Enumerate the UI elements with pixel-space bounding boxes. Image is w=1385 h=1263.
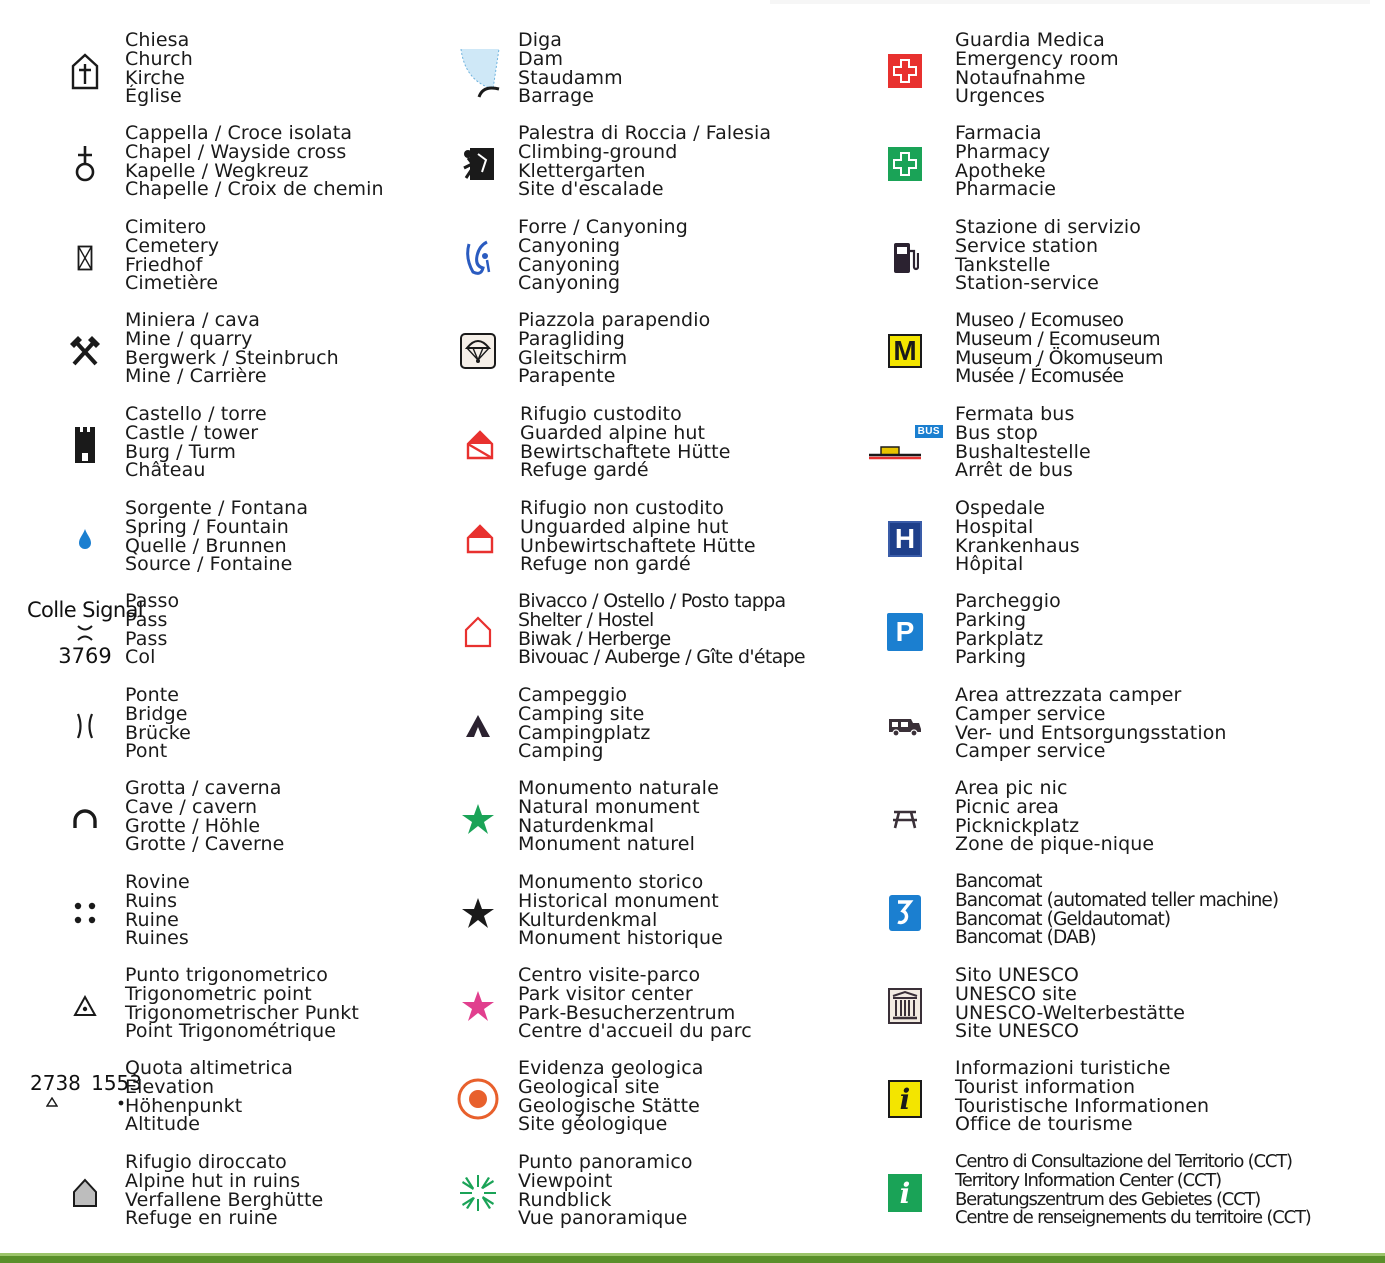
label-fr: Arrêt de bus xyxy=(955,459,1074,482)
label-fr: Vue panoramique xyxy=(518,1207,688,1230)
label-en: Elevation xyxy=(125,1075,215,1098)
label-fr: Bivouac / Auberge / Gîte d'étape xyxy=(518,646,805,669)
mine-hammers-icon xyxy=(45,311,125,391)
label-en: Climbing-ground xyxy=(518,140,678,163)
label-it: Area attrezzata camper xyxy=(955,684,1182,706)
label-de: Klettergarten xyxy=(518,159,646,182)
water-drop-icon xyxy=(45,499,125,579)
parking-icon xyxy=(865,592,945,672)
label-fr: Zone de pique-nique xyxy=(955,833,1155,856)
label-de: Ruine xyxy=(125,908,179,931)
museum-icon xyxy=(865,311,945,391)
label-de: Quelle / Brunnen xyxy=(125,534,287,557)
bus-stop-icon xyxy=(865,405,945,485)
label-de: Trigonometrischer Punkt xyxy=(125,1001,359,1024)
label-it: Quota altimetrica xyxy=(125,1057,293,1079)
hospital-badge: H xyxy=(888,521,922,557)
label-it: Punto trigonometrico xyxy=(125,964,329,986)
label-en: Bancomat (automated teller machine) xyxy=(955,889,1279,911)
bottom-green-band xyxy=(0,1256,1385,1263)
label-de: Krankenhaus xyxy=(955,534,1080,557)
label-en: Guarded alpine hut xyxy=(520,421,706,444)
viewpoint-icon xyxy=(438,1153,518,1233)
label-fr: Pont xyxy=(125,740,168,763)
label-it: Area pic nic xyxy=(955,777,1068,799)
label-fr: Site géologique xyxy=(518,1113,668,1136)
label-de: Campingplatz xyxy=(518,721,651,744)
label-it: Cappella / Croce isolata xyxy=(125,122,353,144)
label-en: Picnic area xyxy=(955,795,1060,818)
camper-icon xyxy=(865,686,945,766)
label-fr: Site UNESCO xyxy=(955,1020,1080,1043)
church-icon xyxy=(45,31,125,111)
label-fr: Parapente xyxy=(518,365,616,388)
label-it: Passo xyxy=(125,590,180,612)
label-fr: Barrage xyxy=(518,85,595,108)
label-en: Mine / quarry xyxy=(125,327,253,350)
label-fr: Bancomat (DAB) xyxy=(955,927,1096,949)
label-fr: Ruines xyxy=(125,927,189,950)
label-de: Canyoning xyxy=(518,253,621,276)
magenta-star-icon xyxy=(438,966,518,1046)
label-de: Brücke xyxy=(125,721,191,744)
label-en: Museum / Ecomuseum xyxy=(955,327,1161,350)
elevation-value-a: 2738 xyxy=(30,1071,81,1095)
label-en: Cave / cavern xyxy=(125,795,258,818)
label-de: Ver- und Entsorgungsstation xyxy=(955,721,1227,744)
label-it: Campeggio xyxy=(518,684,628,706)
label-en: UNESCO site xyxy=(955,982,1077,1005)
label-it: Centro visite-parco xyxy=(518,964,701,986)
label-fr: Refuge en ruine xyxy=(125,1207,278,1230)
label-de: Verfallene Berghütte xyxy=(125,1188,324,1211)
label-de: Kirche xyxy=(125,66,185,89)
label-it: Centro di Consultazione del Territorio (CCT) xyxy=(955,1151,1292,1172)
label-it: Forre / Canyoning xyxy=(518,216,688,238)
label-de: Bergwerk / Steinbruch xyxy=(125,346,339,369)
label-fr: Centre de renseignements du territoire (CCT) xyxy=(955,1207,1311,1229)
label-en: Paragliding xyxy=(518,327,625,350)
label-fr: Musée / Écomusée xyxy=(955,365,1124,388)
hospital-icon xyxy=(865,499,945,579)
cave-icon xyxy=(45,779,125,859)
label-it: Ospedale xyxy=(955,497,1046,519)
label-en: Territory Information Center (CCT) xyxy=(955,1169,1221,1191)
tent-icon xyxy=(438,686,518,766)
label-fr: Grotte / Caverne xyxy=(125,833,285,856)
label-fr: Mine / Carrière xyxy=(125,365,267,388)
dam-icon xyxy=(438,31,518,111)
label-fr: Château xyxy=(125,459,206,482)
label-it: Monumento storico xyxy=(518,871,704,893)
label-de: Tankstelle xyxy=(955,253,1051,276)
label-fr: Hôpital xyxy=(955,553,1024,576)
label-it: Guardia Medica xyxy=(955,29,1105,51)
label-en: Camping site xyxy=(518,702,645,725)
label-it: Bancomat xyxy=(955,871,1042,892)
label-it: Monumento naturale xyxy=(518,777,719,799)
guarded-hut-icon xyxy=(440,405,520,485)
label-it: Sorgente / Fontana xyxy=(125,497,309,519)
label-de: Bushaltestelle xyxy=(955,440,1091,463)
label-de: Parkplatz xyxy=(955,627,1044,650)
museum-badge: M xyxy=(888,334,922,368)
label-de: Staudamm xyxy=(518,66,623,89)
label-fr: Site d'escalade xyxy=(518,178,664,201)
label-fr: Col xyxy=(125,646,156,669)
label-en: Historical monument xyxy=(518,889,719,912)
label-en: Chapel / Wayside cross xyxy=(125,140,347,163)
label-en: Park visitor center xyxy=(518,982,693,1005)
label-en: Unguarded alpine hut xyxy=(520,515,729,538)
label-en: Natural monument xyxy=(518,795,700,818)
label-fr: Station-service xyxy=(955,272,1099,295)
territory-info-icon xyxy=(865,1153,945,1233)
fuel-pump-icon xyxy=(865,218,945,298)
label-fr: Point Trigonométrique xyxy=(125,1020,337,1043)
label-en: Alpine hut in ruins xyxy=(125,1169,301,1192)
label-de: Gleitschirm xyxy=(518,346,628,369)
label-it: Grotta / caverna xyxy=(125,777,282,799)
label-fr: Source / Fontaine xyxy=(125,553,293,576)
info-badge: i xyxy=(888,1080,922,1118)
bus-badge: BUS xyxy=(915,425,943,438)
label-fr: Altitude xyxy=(125,1113,201,1136)
green-star-icon xyxy=(438,779,518,859)
label-it: Chiesa xyxy=(125,29,190,51)
label-en: Pharmacy xyxy=(955,140,1051,163)
territory-info-badge: i xyxy=(888,1174,922,1212)
label-fr: Refuge gardé xyxy=(520,459,649,482)
label-en: Pass xyxy=(125,608,168,631)
label-it: Rifugio non custodito xyxy=(520,497,724,519)
label-en: Cemetery xyxy=(125,234,220,257)
label-de: Touristische Informationen xyxy=(955,1094,1210,1117)
paragliding-icon xyxy=(438,311,518,391)
label-de: Beratungszentrum des Gebietes (CCT) xyxy=(955,1188,1261,1210)
tourist-info-icon xyxy=(865,1059,945,1139)
label-it: Piazzola parapendio xyxy=(518,309,711,331)
label-fr: Cimetière xyxy=(125,272,219,295)
label-en: Emergency room xyxy=(955,47,1119,70)
label-it: Stazione di servizio xyxy=(955,216,1141,238)
label-de: Unbewirtschaftete Hütte xyxy=(520,534,756,557)
label-fr: Camper service xyxy=(955,740,1106,763)
label-it: Diga xyxy=(518,29,563,51)
label-fr: Canyoning xyxy=(518,272,621,295)
label-de: Friedhof xyxy=(125,253,203,276)
label-en: Bridge xyxy=(125,702,188,725)
label-en: Spring / Fountain xyxy=(125,515,289,538)
label-it: Punto panoramico xyxy=(518,1151,693,1173)
label-de: Rundblick xyxy=(518,1188,612,1211)
label-en: Castle / tower xyxy=(125,421,259,444)
label-it: Sito UNESCO xyxy=(955,964,1079,986)
label-fr: Chapelle / Croix de chemin xyxy=(125,178,384,201)
label-de: Park-Besucherzentrum xyxy=(518,1001,736,1024)
label-it: Rifugio diroccato xyxy=(125,1151,287,1173)
unguarded-hut-icon xyxy=(440,499,520,579)
elevation-value-b: 1553 xyxy=(91,1071,142,1095)
label-it: Rovine xyxy=(125,871,190,893)
label-fr: Parking xyxy=(955,646,1027,669)
label-en: Hospital xyxy=(955,515,1034,538)
label-it: Bivacco / Ostello / Posto tappa xyxy=(518,590,786,612)
emergency-cross-icon xyxy=(865,31,945,111)
label-fr: Urgences xyxy=(955,85,1046,108)
label-de: Picknickplatz xyxy=(955,814,1080,837)
black-star-icon xyxy=(438,873,518,953)
climbing-icon xyxy=(438,124,518,204)
label-de: Naturdenkmal xyxy=(518,814,655,837)
label-it: Evidenza geologica xyxy=(518,1057,704,1079)
label-de: Museum / Ökomuseum xyxy=(955,346,1163,369)
label-de: Apotheke xyxy=(955,159,1046,182)
pass-elevation: 3769 xyxy=(58,644,112,668)
label-en: Viewpoint xyxy=(518,1169,613,1192)
label-en: Dam xyxy=(518,47,564,70)
unesco-temple-icon xyxy=(865,966,945,1046)
label-de: Biwak / Herberge xyxy=(518,627,671,650)
label-it: Miniera / cava xyxy=(125,309,260,331)
castle-tower-icon xyxy=(45,405,125,485)
label-de: Höhenpunkt xyxy=(125,1094,243,1117)
ruins-dots-icon xyxy=(45,873,125,953)
label-en: Trigonometric point xyxy=(125,982,312,1005)
label-en: Ruins xyxy=(125,889,178,912)
label-fr: Monument naturel xyxy=(518,833,695,856)
label-de: UNESCO-Welterbestätte xyxy=(955,1001,1186,1024)
label-fr: Office de tourisme xyxy=(955,1113,1133,1136)
label-en: Canyoning xyxy=(518,234,621,257)
label-fr: Camping xyxy=(518,740,604,763)
label-de: Kapelle / Wegkreuz xyxy=(125,159,309,182)
label-en: Geological site xyxy=(518,1075,660,1098)
label-it: Ponte xyxy=(125,684,180,706)
label-en: Bus stop xyxy=(955,421,1038,444)
label-it: Castello / torre xyxy=(125,403,267,425)
label-it: Museo / Ecomuseo xyxy=(955,309,1124,331)
label-fr: Centre d'accueil du parc xyxy=(518,1020,752,1043)
picnic-table-icon xyxy=(865,779,945,859)
pass-name: Colle Signal xyxy=(26,598,144,622)
label-it: Informazioni turistiche xyxy=(955,1057,1171,1079)
label-en: Tourist information xyxy=(955,1075,1136,1098)
label-de: Notaufnahme xyxy=(955,66,1086,89)
label-en: Camper service xyxy=(955,702,1106,725)
label-fr: Monument historique xyxy=(518,927,723,950)
label-it: Palestra di Roccia / Falesia xyxy=(518,122,772,144)
shelter-icon xyxy=(438,592,518,672)
label-de: Bancomat (Geldautomat) xyxy=(955,908,1171,930)
ruined-hut-icon xyxy=(45,1153,125,1233)
label-de: Burg / Turm xyxy=(125,440,236,463)
label-de: Grotte / Höhle xyxy=(125,814,261,837)
label-it: Farmacia xyxy=(955,122,1042,144)
label-en: Service station xyxy=(955,234,1099,257)
cemetery-icon xyxy=(45,218,125,298)
label-en: Parking xyxy=(955,608,1027,631)
label-it: Cimitero xyxy=(125,216,207,238)
triangle-mark-icon xyxy=(46,1097,58,1107)
label-de: Geologische Stätte xyxy=(518,1094,700,1117)
chapel-cross-icon xyxy=(45,124,125,204)
canyoning-icon xyxy=(438,218,518,298)
geosite-icon xyxy=(438,1059,518,1139)
bridge-icon xyxy=(45,686,125,766)
label-fr: Pharmacie xyxy=(955,178,1057,201)
parking-badge: P xyxy=(887,613,923,651)
pharmacy-cross-icon xyxy=(865,124,945,204)
label-en: Church xyxy=(125,47,193,70)
label-it: Fermata bus xyxy=(955,403,1075,425)
label-it: Parcheggio xyxy=(955,590,1061,612)
label-it: Rifugio custodito xyxy=(520,403,682,425)
label-en: Shelter / Hostel xyxy=(518,608,654,631)
label-de: Bewirtschaftete Hütte xyxy=(520,440,731,463)
label-fr: Refuge non gardé xyxy=(520,553,691,576)
label-de: Kulturdenkmal xyxy=(518,908,658,931)
atm-icon xyxy=(865,873,945,953)
trig-point-icon xyxy=(45,966,125,1046)
label-de: Pass xyxy=(125,627,168,650)
label-fr: Église xyxy=(125,85,182,108)
